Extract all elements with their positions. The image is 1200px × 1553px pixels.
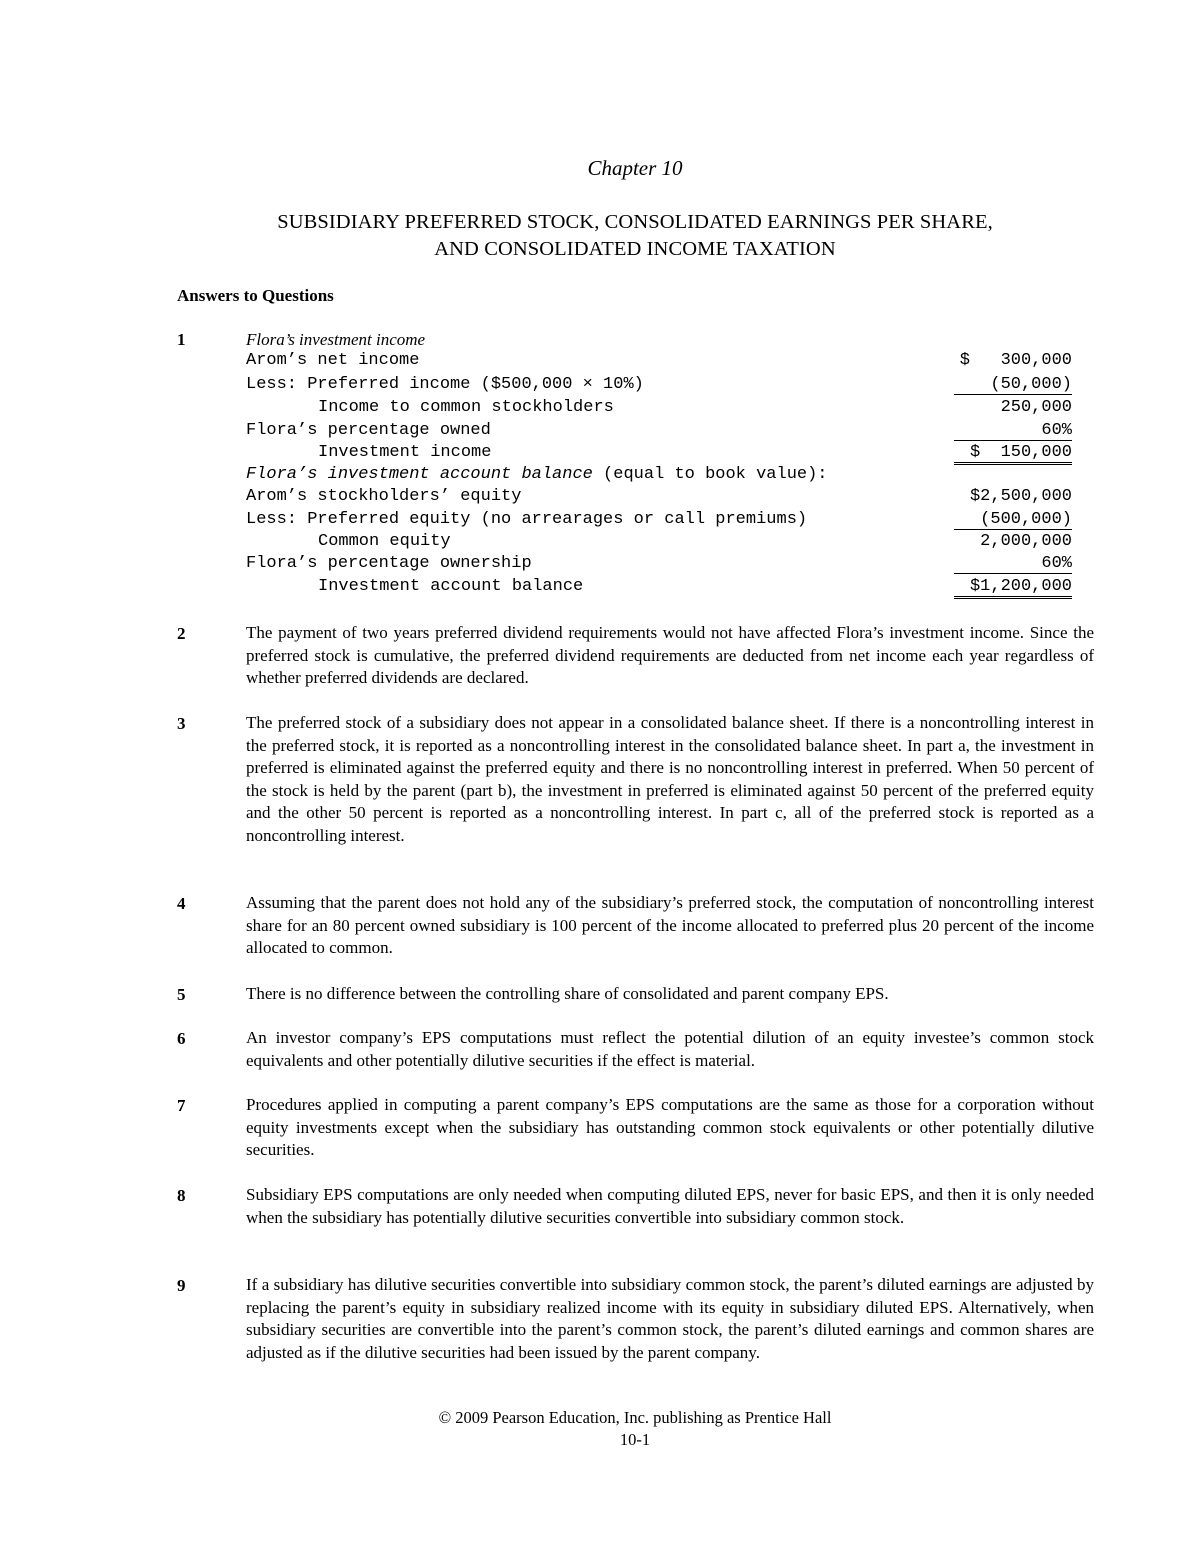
calc-label: Arom’s net income xyxy=(246,351,420,370)
calc-row-preferred-income xyxy=(246,375,1072,397)
question-number-1: 1 xyxy=(177,330,186,349)
answer-4: Assuming that the parent does not hold any of the subsidiary’s preferred stock, the computation of noncontrolling interest share for an 80 percent owned subsidiary is 100 percent of the income allocated to preferred plus 20 percent of the income allocated to common. xyxy=(246,893,1094,958)
calc-row-percentage-owned xyxy=(246,421,1072,443)
answer-9: If a subsidiary has dilutive securities convertible into subsidiary common stock, the parent’s diluted earnings are adjusted by replacing the parent’s equity in subsidiary realized income with its equity in subsidiary diluted EPS. Alternatively, when subsidiary securities are convertible into the parent’s common stock, the parent’s diluted earnings and common shares are adjusted as if the dilutive securities had been issued by the parent company. xyxy=(246,1275,1094,1362)
answer-7: Procedures applied in computing a parent company’s EPS computations are the same as those for a corporation without equity investments except when the subsidiary has outstanding common stock equivalents or other potentially dilutive securities. xyxy=(246,1095,1094,1160)
answer-3: The preferred stock of a subsidiary does not appear in a consolidated balance sheet. If there is a noncontrolling interest in the preferred stock, it is reported as a noncontrolling interest in the consolidated balance sheet. In part a, the investment in preferred is eliminated against the preferred equity and there is no noncontrolling interest in preferred. When 50 percent of the stock is held by the parent (part b), the investment in preferred is eliminated against 50 percent of the preferred equity and the other 50 percent is reported as a noncontrolling interest. In part c, all of the preferred stock is reported as a noncontrolling interest. xyxy=(246,713,1094,845)
chapter-label: Chapter 10 xyxy=(587,156,683,180)
calc-row-account-balance xyxy=(246,577,1072,599)
calc-row-net-income xyxy=(246,351,1072,373)
page-footer xyxy=(0,1407,1200,1451)
calc-value: (50,000) xyxy=(954,375,1072,395)
calc-label: Less: Preferred income ($500,000 × 10%) xyxy=(246,375,644,394)
calc-label-rest: (equal to book value): xyxy=(592,465,828,484)
calc-heading: Flora’s investment income xyxy=(246,330,426,349)
calc-label xyxy=(246,465,828,484)
calc-label-italic: Flora’s investment account balance xyxy=(246,465,593,484)
calc-value: (500,000) xyxy=(954,510,1072,530)
calc-row-income-to-common xyxy=(246,398,1072,420)
calc-value: 60% xyxy=(954,421,1072,441)
calc-row-common-equity xyxy=(246,532,1072,554)
calc-label: Less: Preferred equity (no arrearages or call premiums) xyxy=(246,510,808,529)
answer-6: An investor company’s EPS computations must reflect the potential dilution of an equity investee’s common stock equivalents and other potentially dilutive securities if the effect is material. xyxy=(246,1028,1094,1070)
answer-5: There is no difference between the controlling share of consolidated and parent company EPS. xyxy=(246,984,889,1003)
question-number-3: 3 xyxy=(177,714,186,733)
answer-8: Subsidiary EPS computations are only needed when computing diluted EPS, never for basic EPS, and then it is only needed when the subsidiary has potentially dilutive securities convertible into subsidiary common stock. xyxy=(246,1185,1094,1227)
calc-label: Income to common stockholders xyxy=(318,398,614,417)
calc-value: 2,000,000 xyxy=(980,532,1072,551)
calc-row-percentage-ownership xyxy=(246,554,1072,576)
calc-value: 60% xyxy=(954,554,1072,574)
calc-row-account-balance-heading xyxy=(246,465,1072,487)
answer-2: The payment of two years preferred dividend requirements would not have affected Flora’s investment income. Since the preferred stock is cumulative, the preferred dividend requirements are deducted from net income each year regardless of whether preferred dividends are declared. xyxy=(246,623,1094,688)
calc-value: 250,000 xyxy=(1000,398,1072,417)
chapter-title-line-2: AND CONSOLIDATED INCOME TAXATION xyxy=(434,238,836,260)
calc-row-stockholders-equity xyxy=(246,487,1072,509)
question-number-5: 5 xyxy=(177,985,186,1004)
calc-label: Arom’s stockholders’ equity xyxy=(246,487,522,506)
chapter-title xyxy=(0,209,1200,263)
copyright-notice: © 2009 Pearson Education, Inc. publishing as Prentice Hall xyxy=(438,1408,832,1427)
calc-row-preferred-equity xyxy=(246,510,1072,532)
calc-row-investment-income xyxy=(246,443,1072,465)
calc-label: Investment account balance xyxy=(318,577,584,596)
chapter-title-line-1: SUBSIDIARY PREFERRED STOCK, CONSOLIDATED EARNINGS PER SHARE, xyxy=(277,211,993,233)
question-number-7: 7 xyxy=(177,1096,186,1115)
calc-value: $2,500,000 xyxy=(969,487,1072,506)
question-number-2: 2 xyxy=(177,624,186,643)
calc-value: $1,200,000 xyxy=(954,577,1072,599)
calc-value: $ 150,000 xyxy=(954,443,1072,465)
page-number: 10-1 xyxy=(619,1430,651,1449)
question-number-8: 8 xyxy=(177,1186,186,1205)
calc-label: Flora’s percentage owned xyxy=(246,421,491,440)
question-number-9: 9 xyxy=(177,1276,186,1295)
section-heading: Answers to Questions xyxy=(177,286,334,305)
calc-value: $ 300,000 xyxy=(959,351,1072,370)
question-number-6: 6 xyxy=(177,1029,186,1048)
calc-label: Investment income xyxy=(318,443,492,462)
calc-label: Flora’s percentage ownership xyxy=(246,554,532,573)
calc-label: Common equity xyxy=(318,532,451,551)
question-number-4: 4 xyxy=(177,894,186,913)
